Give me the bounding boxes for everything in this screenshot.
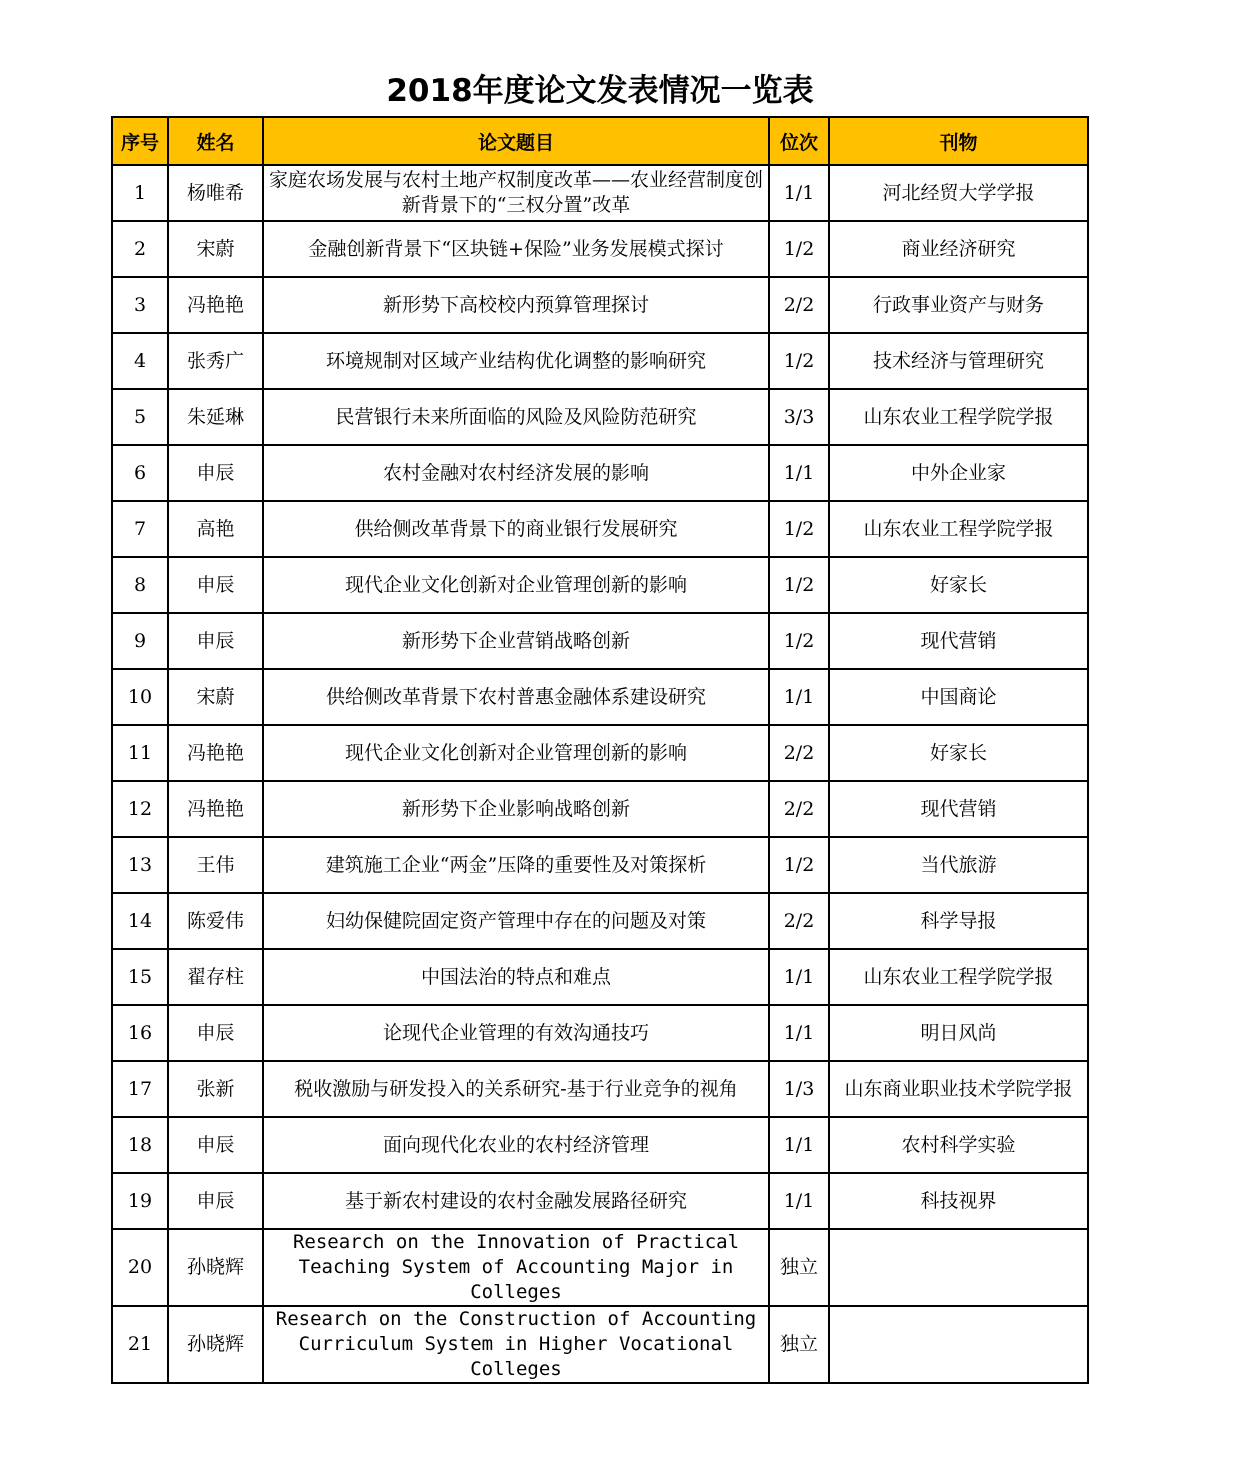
row-number-cell: 9 bbox=[112, 613, 168, 669]
author-rank-cell: 1/1 bbox=[769, 445, 829, 501]
journal-cell: 山东农业工程学院学报 bbox=[829, 949, 1088, 1005]
table-row bbox=[112, 557, 1088, 613]
table-row bbox=[112, 333, 1088, 389]
row-number-cell: 10 bbox=[112, 669, 168, 725]
row-number-cell: 3 bbox=[112, 277, 168, 333]
author-rank-cell: 独立 bbox=[769, 1229, 829, 1306]
table-row bbox=[112, 1306, 1088, 1383]
row-number-cell: 4 bbox=[112, 333, 168, 389]
journal-cell: 山东农业工程学院学报 bbox=[829, 389, 1088, 445]
table-row bbox=[112, 613, 1088, 669]
row-number-cell: 14 bbox=[112, 893, 168, 949]
author-name-cell: 申辰 bbox=[168, 445, 263, 501]
journal-cell: 好家长 bbox=[829, 725, 1088, 781]
paper-title-cell: 民营银行未来所面临的风险及风险防范研究 bbox=[263, 389, 769, 445]
author-name-cell: 张秀广 bbox=[168, 333, 263, 389]
author-name-cell: 杨唯希 bbox=[168, 165, 263, 221]
journal-cell: 商业经济研究 bbox=[829, 221, 1088, 277]
author-name-cell: 高艳 bbox=[168, 501, 263, 557]
author-name-cell: 冯艳艳 bbox=[168, 277, 263, 333]
author-name-cell: 申辰 bbox=[168, 1117, 263, 1173]
paper-title-cell: 农村金融对农村经济发展的影响 bbox=[263, 445, 769, 501]
author-rank-cell: 1/1 bbox=[769, 1117, 829, 1173]
table-row bbox=[112, 221, 1088, 277]
row-number-cell: 5 bbox=[112, 389, 168, 445]
author-rank-cell: 1/1 bbox=[769, 949, 829, 1005]
author-rank-cell: 2/2 bbox=[769, 893, 829, 949]
table-row bbox=[112, 725, 1088, 781]
table-row bbox=[112, 781, 1088, 837]
author-name-cell: 申辰 bbox=[168, 1173, 263, 1229]
row-number-cell: 7 bbox=[112, 501, 168, 557]
row-number-cell: 8 bbox=[112, 557, 168, 613]
row-number-cell: 1 bbox=[112, 165, 168, 221]
paper-title-cell: 基于新农村建设的农村金融发展路径研究 bbox=[263, 1173, 769, 1229]
paper-title-cell: 环境规制对区域产业结构优化调整的影响研究 bbox=[263, 333, 769, 389]
author-name-cell: 孙晓辉 bbox=[168, 1306, 263, 1383]
author-rank-cell: 2/2 bbox=[769, 725, 829, 781]
journal-cell: 中外企业家 bbox=[829, 445, 1088, 501]
author-name-cell: 王伟 bbox=[168, 837, 263, 893]
row-number-cell: 19 bbox=[112, 1173, 168, 1229]
author-name-cell: 宋蔚 bbox=[168, 669, 263, 725]
journal-cell: 农村科学实验 bbox=[829, 1117, 1088, 1173]
author-name-cell: 宋蔚 bbox=[168, 221, 263, 277]
row-number-cell: 13 bbox=[112, 837, 168, 893]
journal-cell: 科学导报 bbox=[829, 893, 1088, 949]
author-rank-cell: 1/2 bbox=[769, 333, 829, 389]
author-name-cell: 申辰 bbox=[168, 1005, 263, 1061]
publication-table bbox=[111, 116, 1089, 1384]
journal-cell bbox=[829, 1229, 1088, 1306]
author-name-cell: 申辰 bbox=[168, 613, 263, 669]
journal-cell: 好家长 bbox=[829, 557, 1088, 613]
table-row bbox=[112, 501, 1088, 557]
author-name-cell: 孙晓辉 bbox=[168, 1229, 263, 1306]
paper-title-cell: 家庭农场发展与农村土地产权制度改革——农业经营制度创新背景下的“三权分置”改革 bbox=[263, 165, 769, 221]
row-number-cell: 18 bbox=[112, 1117, 168, 1173]
paper-title-cell: 面向现代化农业的农村经济管理 bbox=[263, 1117, 769, 1173]
column-header-paper: 论文题目 bbox=[263, 117, 769, 165]
author-rank-cell: 3/3 bbox=[769, 389, 829, 445]
row-number-cell: 2 bbox=[112, 221, 168, 277]
author-rank-cell: 1/2 bbox=[769, 557, 829, 613]
journal-cell: 技术经济与管理研究 bbox=[829, 333, 1088, 389]
journal-cell: 明日风尚 bbox=[829, 1005, 1088, 1061]
journal-cell: 行政事业资产与财务 bbox=[829, 277, 1088, 333]
table-row bbox=[112, 1061, 1088, 1117]
row-number-cell: 20 bbox=[112, 1229, 168, 1306]
author-name-cell: 冯艳艳 bbox=[168, 725, 263, 781]
row-number-cell: 15 bbox=[112, 949, 168, 1005]
author-name-cell: 申辰 bbox=[168, 557, 263, 613]
author-rank-cell: 1/1 bbox=[769, 669, 829, 725]
author-rank-cell: 1/1 bbox=[769, 1005, 829, 1061]
paper-title-cell: 金融创新背景下“区块链+保险”业务发展模式探讨 bbox=[263, 221, 769, 277]
author-rank-cell: 1/2 bbox=[769, 501, 829, 557]
table-row bbox=[112, 1117, 1088, 1173]
row-number-cell: 12 bbox=[112, 781, 168, 837]
row-number-cell: 17 bbox=[112, 1061, 168, 1117]
author-rank-cell: 1/3 bbox=[769, 1061, 829, 1117]
column-header-rank: 位次 bbox=[769, 117, 829, 165]
paper-title-cell: 论现代企业管理的有效沟通技巧 bbox=[263, 1005, 769, 1061]
column-header-no: 序号 bbox=[112, 117, 168, 165]
paper-title-cell: 新形势下企业影响战略创新 bbox=[263, 781, 769, 837]
header-row bbox=[112, 117, 1088, 165]
author-rank-cell: 1/2 bbox=[769, 837, 829, 893]
paper-title-cell: 供给侧改革背景下农村普惠金融体系建设研究 bbox=[263, 669, 769, 725]
column-header-name: 姓名 bbox=[168, 117, 263, 165]
table-row bbox=[112, 1005, 1088, 1061]
paper-title-cell: 现代企业文化创新对企业管理创新的影响 bbox=[263, 557, 769, 613]
paper-title-cell: 妇幼保健院固定资产管理中存在的问题及对策 bbox=[263, 893, 769, 949]
journal-cell: 当代旅游 bbox=[829, 837, 1088, 893]
journal-cell: 山东商业职业技术学院学报 bbox=[829, 1061, 1088, 1117]
table-row bbox=[112, 837, 1088, 893]
author-name-cell: 陈爱伟 bbox=[168, 893, 263, 949]
author-rank-cell: 1/2 bbox=[769, 221, 829, 277]
paper-title-cell: 供给侧改革背景下的商业银行发展研究 bbox=[263, 501, 769, 557]
paper-title-cell: 新形势下高校校内预算管理探讨 bbox=[263, 277, 769, 333]
author-rank-cell: 1/1 bbox=[769, 165, 829, 221]
author-name-cell: 朱延琳 bbox=[168, 389, 263, 445]
author-name-cell: 冯艳艳 bbox=[168, 781, 263, 837]
table-body bbox=[112, 165, 1088, 1383]
row-number-cell: 16 bbox=[112, 1005, 168, 1061]
paper-title-cell: Research on the Innovation of Practical Teaching System of Accounting Major in Colleges bbox=[263, 1229, 769, 1306]
table-row bbox=[112, 165, 1088, 221]
table-row bbox=[112, 949, 1088, 1005]
journal-cell: 山东农业工程学院学报 bbox=[829, 501, 1088, 557]
page-title: 2018年度论文发表情况一览表 bbox=[386, 73, 814, 109]
row-number-cell: 21 bbox=[112, 1306, 168, 1383]
author-name-cell: 张新 bbox=[168, 1061, 263, 1117]
table-row bbox=[112, 445, 1088, 501]
table-row bbox=[112, 1173, 1088, 1229]
journal-cell bbox=[829, 1306, 1088, 1383]
table-row bbox=[112, 389, 1088, 445]
table-row bbox=[112, 1229, 1088, 1306]
row-number-cell: 11 bbox=[112, 725, 168, 781]
author-rank-cell: 独立 bbox=[769, 1306, 829, 1383]
journal-cell: 现代营销 bbox=[829, 781, 1088, 837]
paper-title-cell: 现代企业文化创新对企业管理创新的影响 bbox=[263, 725, 769, 781]
paper-title-cell: Research on the Construction of Accounting Curriculum System in Higher Vocational Colleges bbox=[263, 1306, 769, 1383]
paper-title-cell: 新形势下企业营销战略创新 bbox=[263, 613, 769, 669]
author-rank-cell: 1/2 bbox=[769, 613, 829, 669]
column-header-journal: 刊物 bbox=[829, 117, 1088, 165]
journal-cell: 现代营销 bbox=[829, 613, 1088, 669]
journal-cell: 河北经贸大学学报 bbox=[829, 165, 1088, 221]
author-rank-cell: 2/2 bbox=[769, 781, 829, 837]
table-row bbox=[112, 893, 1088, 949]
paper-title-cell: 中国法治的特点和难点 bbox=[263, 949, 769, 1005]
author-rank-cell: 2/2 bbox=[769, 277, 829, 333]
author-rank-cell: 1/1 bbox=[769, 1173, 829, 1229]
row-number-cell: 6 bbox=[112, 445, 168, 501]
journal-cell: 科技视界 bbox=[829, 1173, 1088, 1229]
journal-cell: 中国商论 bbox=[829, 669, 1088, 725]
author-name-cell: 翟存柱 bbox=[168, 949, 263, 1005]
paper-title-cell: 建筑施工企业“两金”压降的重要性及对策探析 bbox=[263, 837, 769, 893]
paper-title-cell: 税收激励与研发投入的关系研究-基于行业竞争的视角 bbox=[263, 1061, 769, 1117]
table-row bbox=[112, 669, 1088, 725]
table-row bbox=[112, 277, 1088, 333]
